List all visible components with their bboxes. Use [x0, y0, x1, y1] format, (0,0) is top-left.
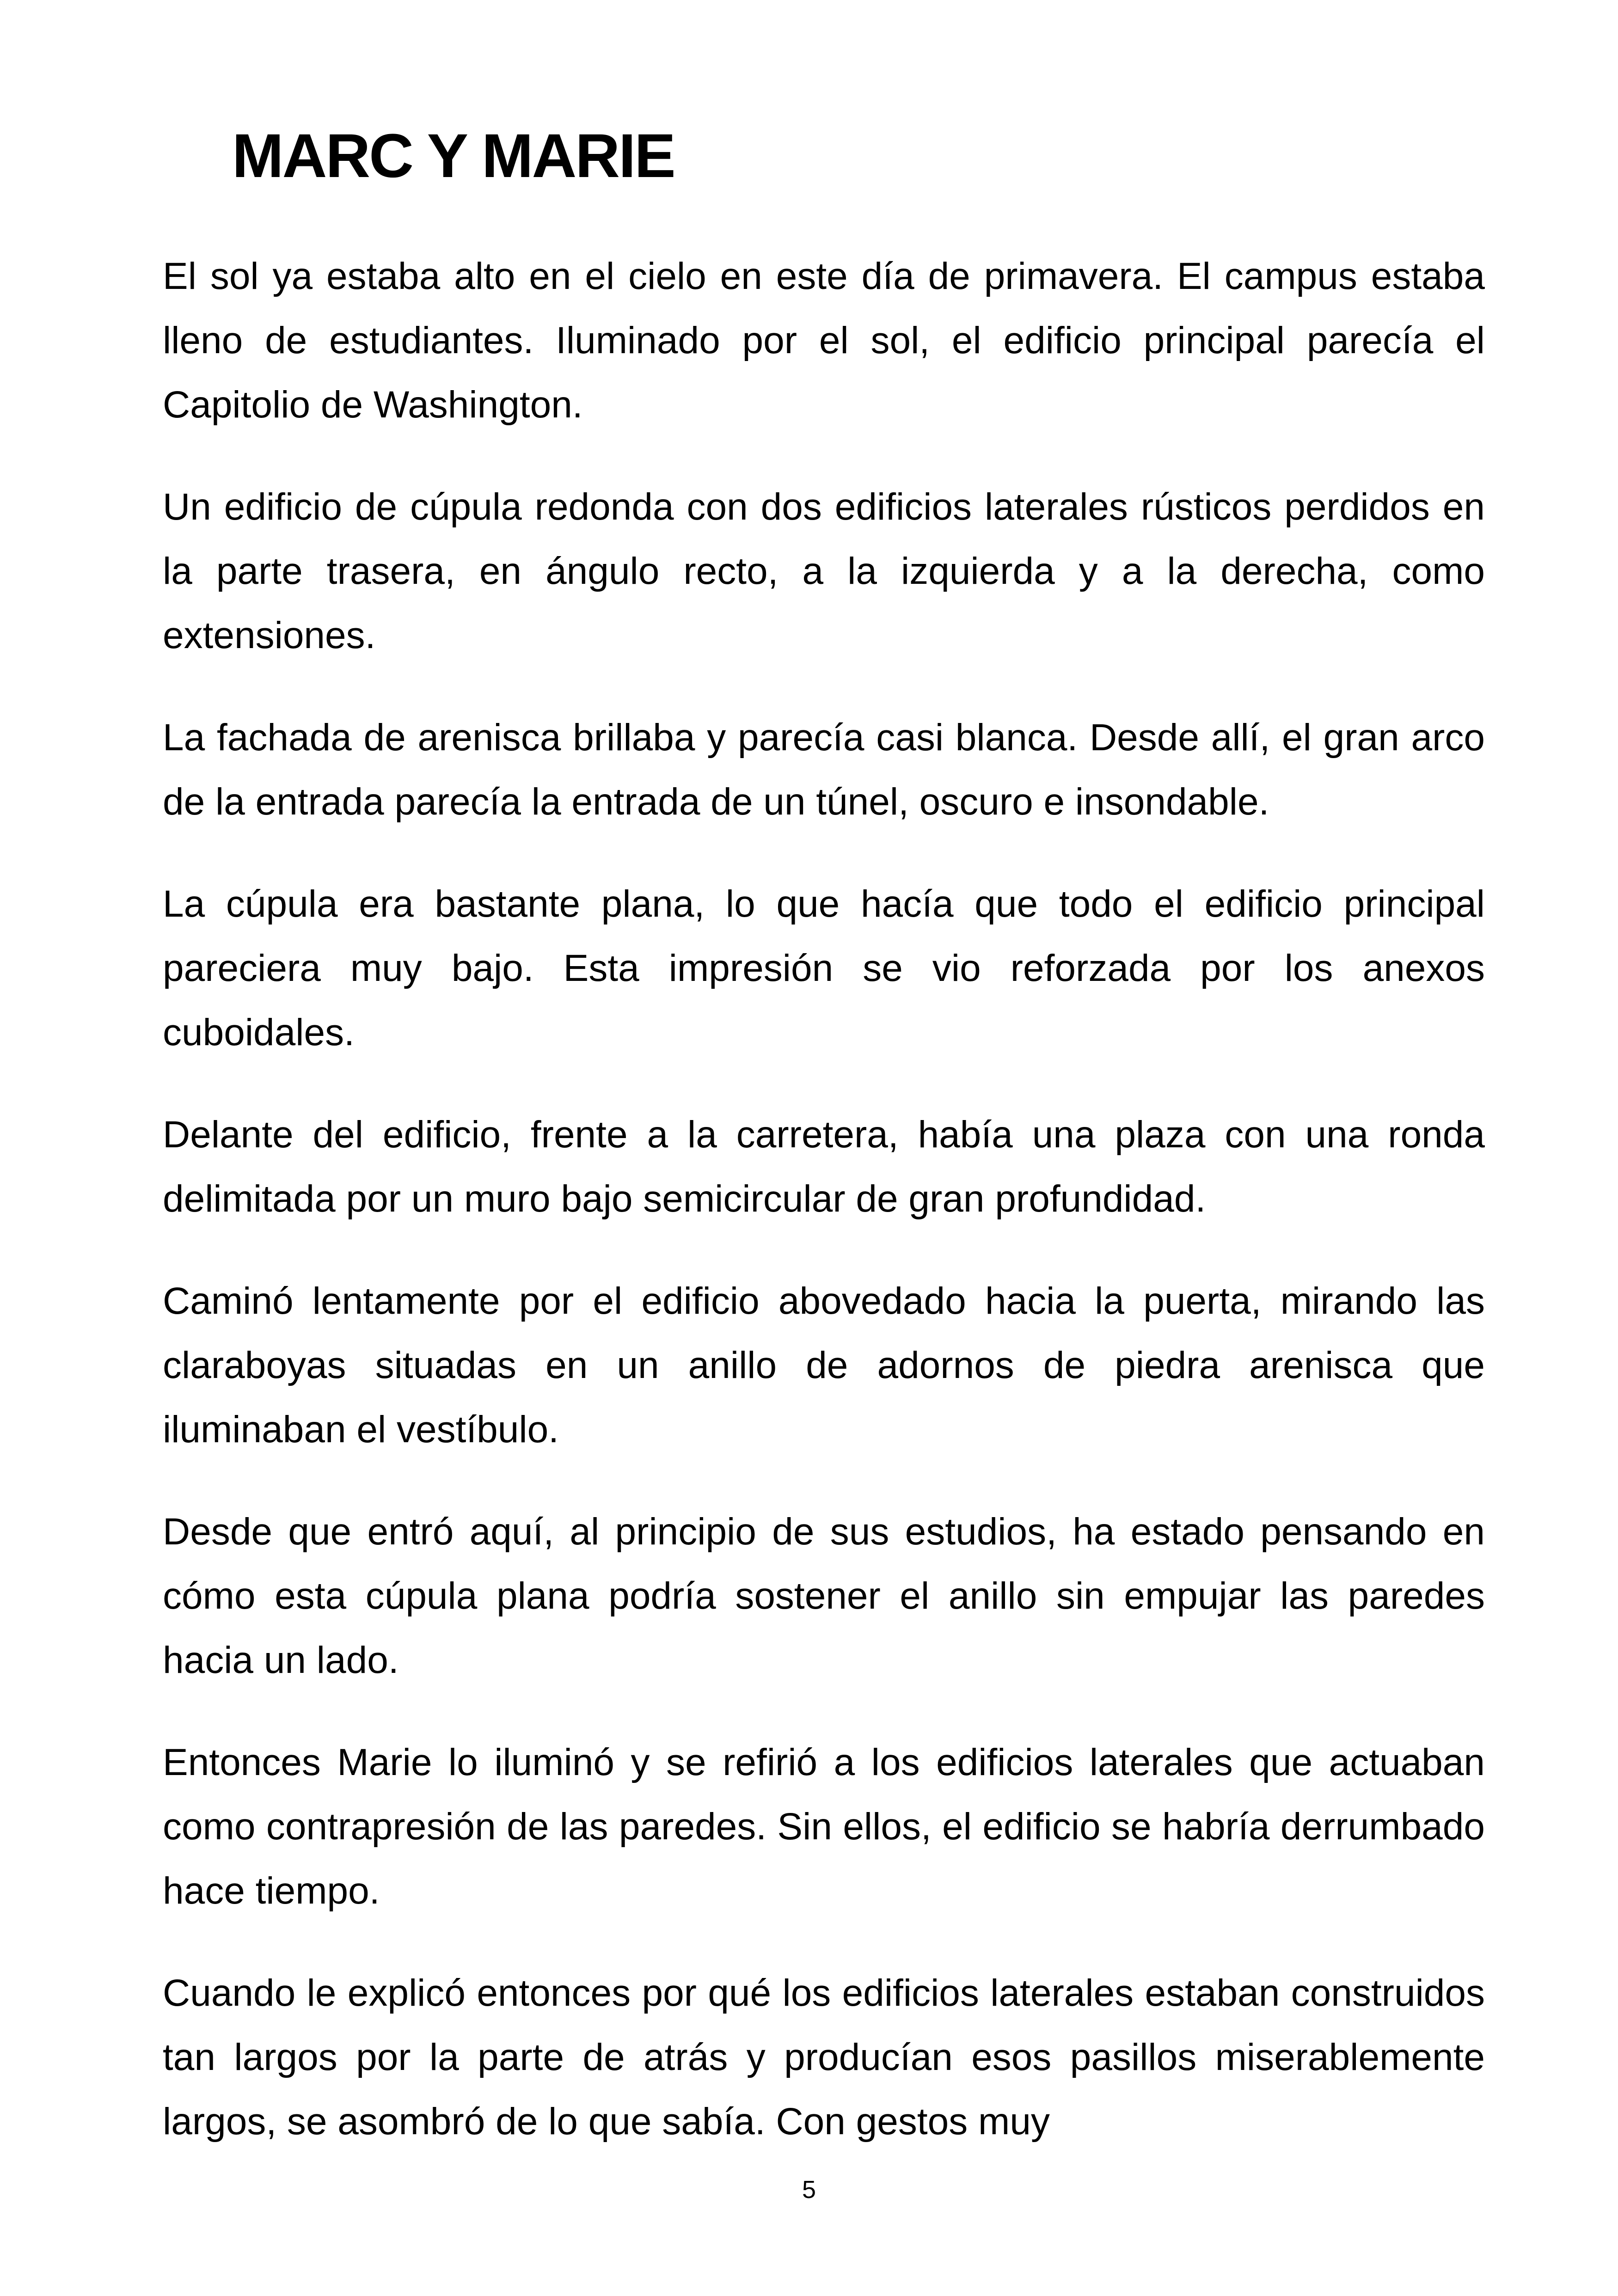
- chapter-title: MARC Y MARIE: [232, 122, 674, 190]
- paragraph-1: El sol ya estaba alto en el cielo en este día de primavera. El campus estaba lleno de estudiantes. Iluminado por el sol, el edificio principal parecía el Capitolio de Washington.: [163, 255, 1485, 426]
- paragraph-4: La cúpula era bastante plana, lo que hacía que todo el edificio principal pareciera muy bajo. Esta impresión se vio reforzada por los anexos cuboidales.: [163, 883, 1485, 1053]
- paragraph-2: Un edificio de cúpula redonda con dos edificios laterales rústicos perdidos en la parte trasera, en ángulo recto, a la izquierda y a la derecha, como extensiones.: [163, 486, 1485, 656]
- paragraph-7: Desde que entró aquí, al principio de sus estudios, ha estado pensando en cómo esta cúpula plana podría sostener el anillo sin empujar las paredes hacia un lado.: [163, 1511, 1485, 1681]
- body-text: [163, 244, 1485, 2154]
- page-number: 5: [802, 2176, 816, 2204]
- paragraph-8: Entonces Marie lo iluminó y se refirió a los edificios laterales que actuaban como contrapresión de las paredes. Sin ellos, el edificio se habría derrumbado hace tiempo.: [163, 1741, 1485, 1912]
- paragraph-5: Delante del edificio, frente a la carretera, había una plaza con una ronda delimitada por un muro bajo semicircular de gran profundidad.: [163, 1114, 1485, 1220]
- paragraph-3: La fachada de arenisca brillaba y parecía casi blanca. Desde allí, el gran arco de la entrada parecía la entrada de un túnel, oscuro e insondable.: [163, 716, 1485, 823]
- paragraph-9: Cuando le explicó entonces por qué los edificios laterales estaban construidos tan largos por la parte de atrás y producían esos pasillos miserablemente largos, se asombró de lo que sabía. Con gestos muy: [163, 1972, 1485, 2143]
- paragraph-6: Caminó lentamente por el edificio abovedado hacia la puerta, mirando las claraboyas situadas en un anillo de adornos de piedra arenisca que iluminaban el vestíbulo.: [163, 1280, 1485, 1451]
